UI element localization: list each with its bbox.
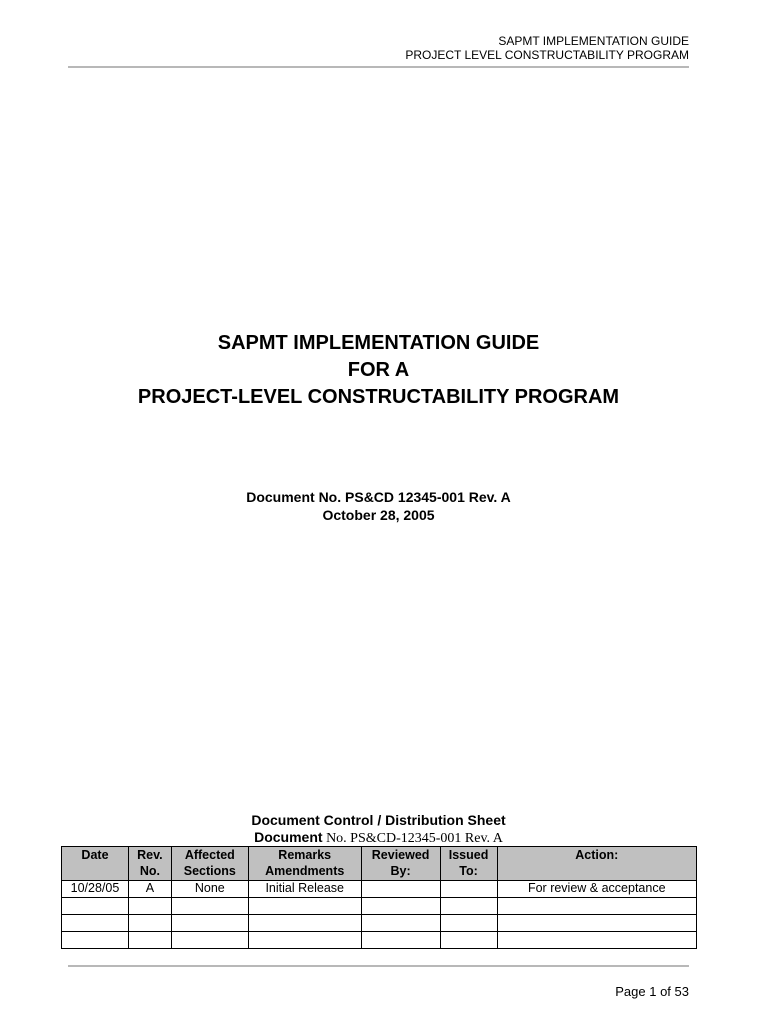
distribution-table xyxy=(61,846,697,949)
docno-value: No. PS&CD-12345-001 Rev. A xyxy=(322,831,503,846)
cell-rev-no xyxy=(128,915,171,932)
cell-reviewed-by xyxy=(361,915,440,932)
document-info xyxy=(68,488,689,524)
title-line-2: FOR A xyxy=(347,359,410,381)
document-title xyxy=(68,330,689,411)
cell-issued-to xyxy=(440,932,497,949)
cell-affected-sections xyxy=(171,932,248,949)
distribution-sheet-title: Document Control / Distribution Sheet xyxy=(251,812,506,828)
header-divider xyxy=(68,66,689,68)
table-header-row xyxy=(62,847,697,881)
cell-remarks xyxy=(248,932,361,949)
table-row xyxy=(62,898,697,915)
cell-issued-to xyxy=(440,898,497,915)
cell-remarks xyxy=(248,915,361,932)
column-header-action: Action: xyxy=(497,847,696,881)
title-line-3: PROJECT-LEVEL CONSTRUCTABILITY PROGRAM xyxy=(137,386,620,408)
cell-issued-to xyxy=(440,915,497,932)
page-number: Page 1 of 53 xyxy=(615,984,689,999)
document-number: Document No. PS&CD 12345-001 Rev. A xyxy=(246,489,511,505)
cell-action xyxy=(497,898,696,915)
page-header xyxy=(68,34,689,62)
cell-issued-to xyxy=(440,881,497,898)
header-line-2: PROJECT LEVEL CONSTRUCTABILITY PROGRAM xyxy=(405,48,689,62)
distribution-sheet-docno xyxy=(68,829,689,847)
column-header-date: Date xyxy=(62,847,129,881)
cell-action xyxy=(497,915,696,932)
cell-action: For review & acceptance xyxy=(497,881,696,898)
column-header-rev-no: Rev. No. xyxy=(128,847,171,881)
cell-date: 10/28/05 xyxy=(62,881,129,898)
title-line-1: SAPMT IMPLEMENTATION GUIDE xyxy=(217,332,540,354)
docno-label: Document xyxy=(254,829,323,845)
header-line-1: SAPMT IMPLEMENTATION GUIDE xyxy=(498,34,689,48)
cell-date xyxy=(62,898,129,915)
column-header-reviewed-by: Reviewed By: xyxy=(361,847,440,881)
cell-action xyxy=(497,932,696,949)
table-row xyxy=(62,881,697,898)
column-header-issued-to: Issued To: xyxy=(440,847,497,881)
cell-remarks: Initial Release xyxy=(248,881,361,898)
column-header-affected-sections: Affected Sections xyxy=(171,847,248,881)
column-header-remarks-amendments: Remarks Amendments xyxy=(248,847,361,881)
table-row xyxy=(62,932,697,949)
document-date: October 28, 2005 xyxy=(322,507,435,523)
cell-rev-no: A xyxy=(128,881,171,898)
footer-divider xyxy=(68,965,689,967)
cell-affected-sections xyxy=(171,915,248,932)
cell-date xyxy=(62,932,129,949)
cell-date xyxy=(62,915,129,932)
cell-reviewed-by xyxy=(361,881,440,898)
cell-affected-sections: None xyxy=(171,881,248,898)
cell-affected-sections xyxy=(171,898,248,915)
table-row xyxy=(62,915,697,932)
cell-rev-no xyxy=(128,932,171,949)
cell-remarks xyxy=(248,898,361,915)
cell-reviewed-by xyxy=(361,898,440,915)
cell-rev-no xyxy=(128,898,171,915)
cell-reviewed-by xyxy=(361,932,440,949)
